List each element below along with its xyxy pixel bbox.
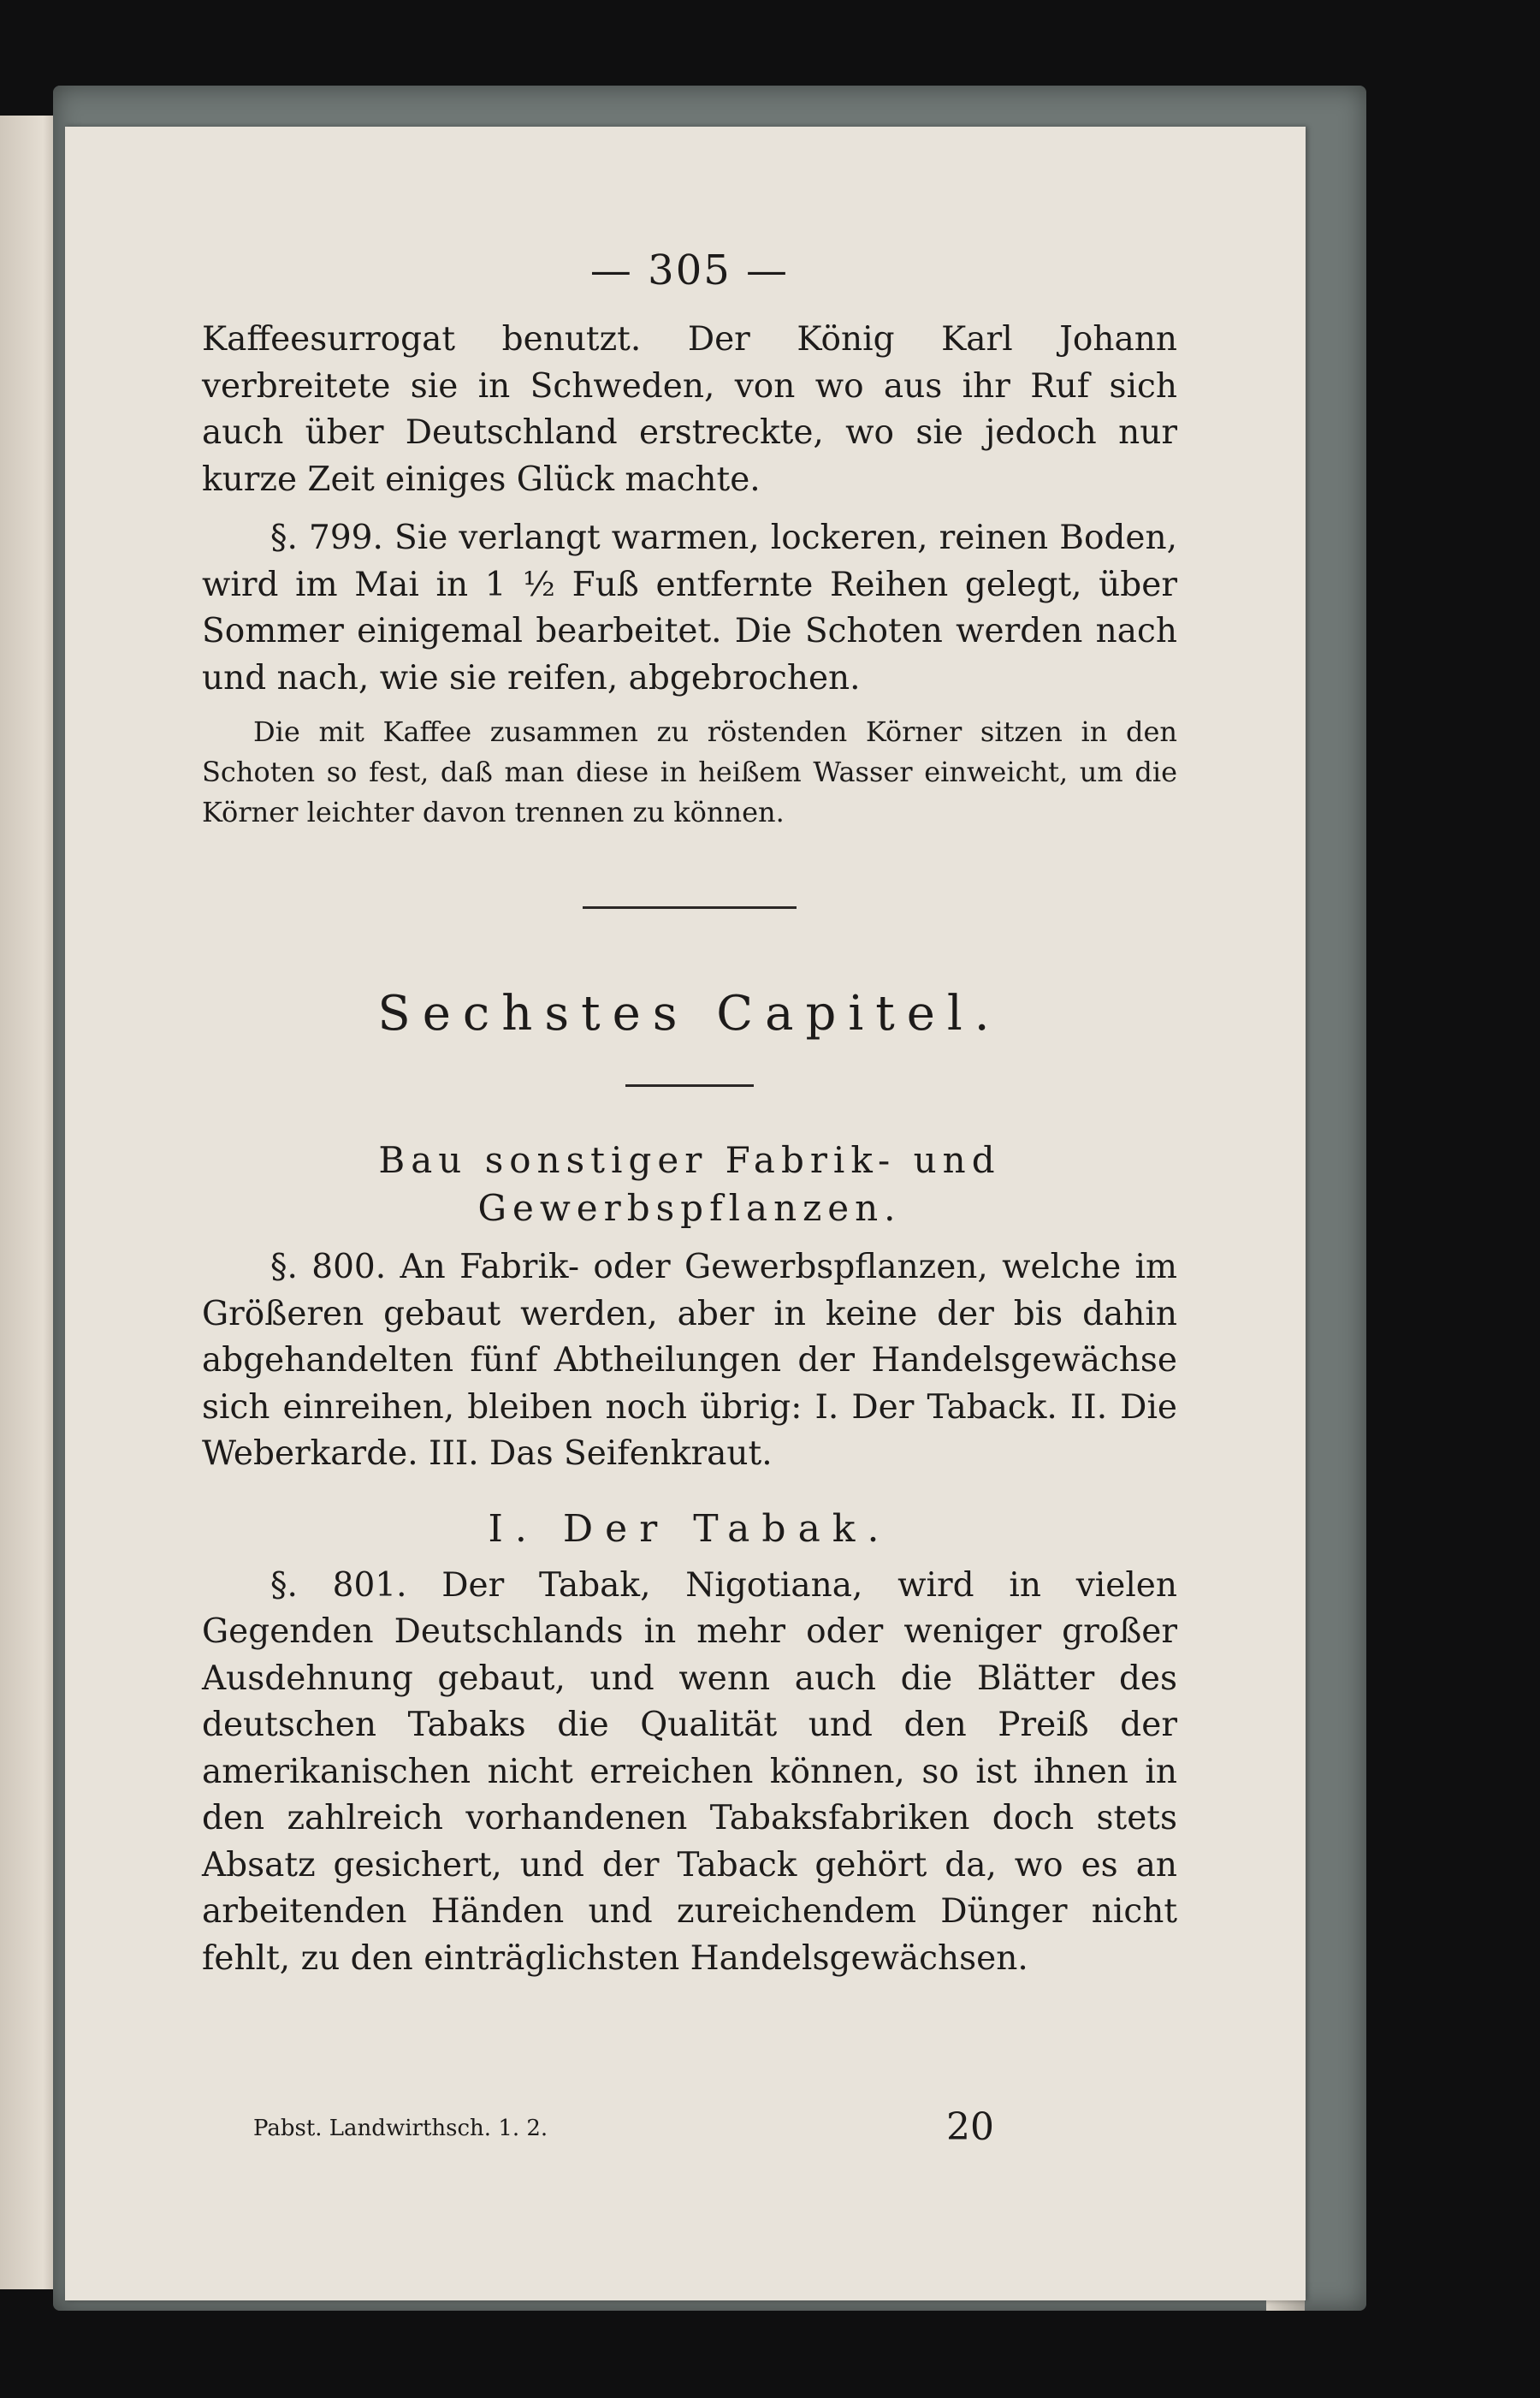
paragraph-799: §. 799. Sie verlangt warmen, lockeren, reinen Boden, wird im Mai in 1 ½ Fuß entfernte Reihen gelegt, über Sommer einigemal bearbeitet. Die Schoten werden nach und nach, wie sie reifen, abgebrochen. [202, 519, 1177, 697]
paragraph-800: §. 800. An Fabrik- oder Gewerbspflanzen, welche im Größeren gebaut werden, aber in keine der bis dahin abgehandelten fünf Abtheilungen der Handelsgewächse sich einreihen, bleiben noch übrig: I. Der Taback. II. Die Weberkarde. III. Das Seifenkraut. [202, 1248, 1177, 1473]
subsection-heading: I. Der Tabak. [488, 1506, 891, 1551]
printer-signature: Pabst. Landwirthsch. 1. 2. [253, 2116, 548, 2141]
section-divider [583, 906, 797, 909]
chapter-divider [625, 1084, 754, 1087]
note-799: Die mit Kaffee zusammen zu röstenden Körner sitzen in den Schoten so fest, daß man diese in heißem Wasser einweicht, um die Körner leichter davon trennen zu können. [202, 715, 1177, 828]
chapter-heading: Sechstes Capitel. [377, 986, 1002, 1042]
page-text-block [202, 246, 1177, 1982]
page-number: — 305 — [589, 246, 790, 294]
page-footer [202, 2105, 1040, 2162]
paragraph-801: §. 801. Der Tabak, Nigotiana, wird in vielen Gegenden Deutschlands in mehr oder weniger großer Ausdehnung gebaut, und wenn auch die Blätter des deutschen Tabaks die Qualität und den Preiß der amerikanischen nicht erreichen können, so ist ihnen in den zahlreich vorhandenen Tabaksfabriken doch stets Absatz gesichert, und der Taback gehört da, wo es an arbeitenden Händen und zureichendem Dünger nicht fehlt, zu den einträglichsten Handelsgewächsen. [202, 1565, 1177, 1978]
book-page [65, 127, 1306, 2300]
continuation-paragraph: Kaffeesurrogat benutzt. Der König Karl Johann verbreitete sie in Schweden, von wo aus ihr Ruf sich auch über Deutschland erstreckte, wo sie jedoch nur kurze Zeit einiges Glück machte. [202, 320, 1177, 499]
sheet-number: 20 [946, 2105, 994, 2149]
section-heading: Bau sonstiger Fabrik- und Gewerbspflanzen. [378, 1139, 1001, 1229]
